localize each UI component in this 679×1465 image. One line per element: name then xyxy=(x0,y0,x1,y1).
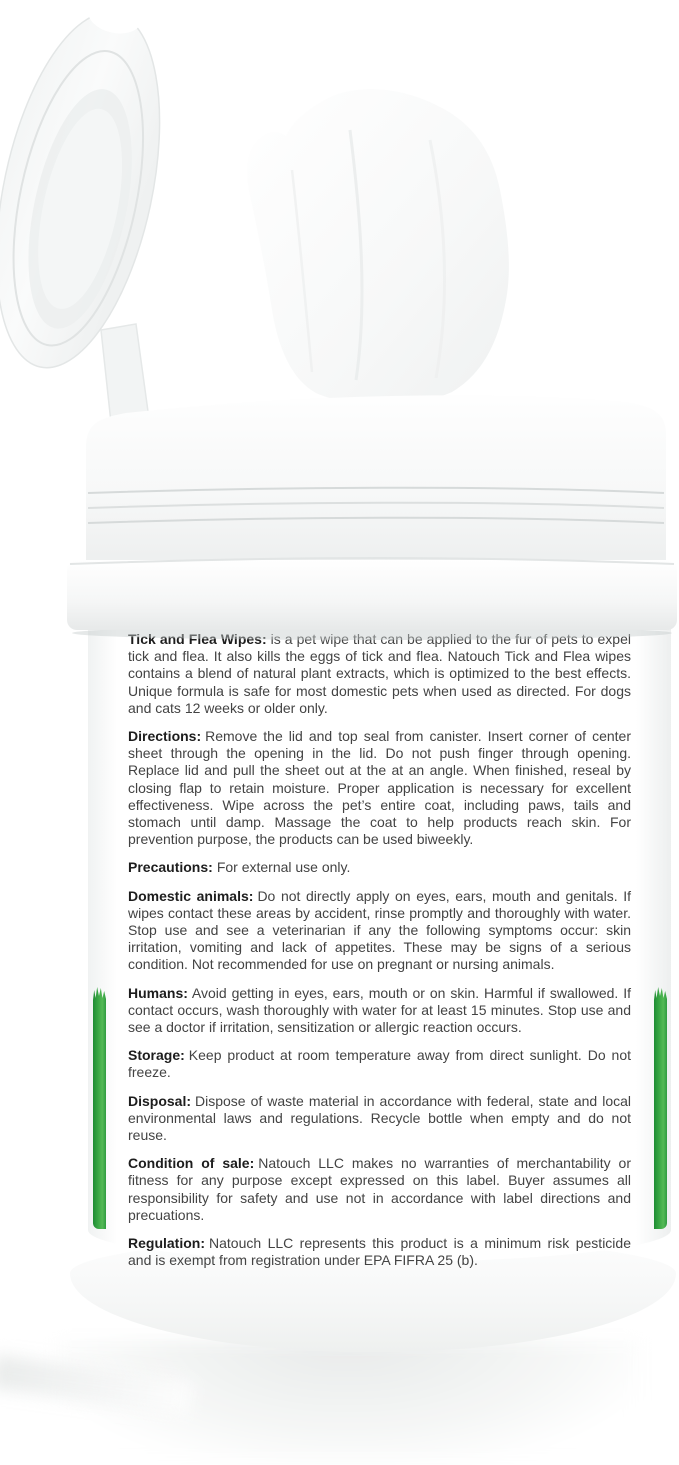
section-heading: Directions: xyxy=(128,728,202,745)
section-body: Do not directly apply on eyes, ears, mouth and genitals. If wipes contact these areas by accident, rinse promptly and thoroughly with water. Stop use and see a veterinarian if any the following symptoms occur: skin irritation, vomiting and lack of appetites. These may be signs of a serious condition. Not recommended for use on pregnant or nursing animals. xyxy=(128,887,632,973)
wipe-sheet-shape xyxy=(247,89,509,404)
flip-cap xyxy=(0,0,191,382)
section-body: Remove the lid and top seal from canister. Insert corner of center sheet through the opening in the lid. Do not push finger through opening. Replace lid and pull the sheet out at the at an angle. When finished, reseal by closing flap to retain moisture. Proper application is necessary for excellent effectiveness. Wipe across the pet’s entire coat, including paws, tails and stomach until damp. Massage the coat to help products reach skin. For prevention purpose, the products can be used biweekly. xyxy=(128,728,631,848)
section-heading: Storage: xyxy=(128,1047,185,1064)
section-body: For external use only. xyxy=(216,859,351,876)
section-heading: Disposal: xyxy=(128,1092,192,1109)
section-body: Avoid getting in eyes, ears, mouth or on skin. Harmful if swallowed. If contact occurs, wash thoroughly with water for at least 15 minutes. Stop use and see a doctor if irritation, sensitization or allergic reaction occurs. xyxy=(128,984,631,1036)
section-heading: Tick and Flea Wipes: xyxy=(128,631,267,647)
section-body: Dispose of waste material in accordance with federal, state and local environmental laws and regulations. Recycle bottle when empty and do not reuse. xyxy=(128,1092,631,1144)
section-body: Natouch LLC represents this product is a minimum risk pesticide and is exempt from registration under EPA FIFRA 25 (b). xyxy=(128,1235,631,1269)
wipe-sheet xyxy=(247,89,509,404)
section-heading: Domestic animals: xyxy=(128,887,254,904)
section-heading: Regulation: xyxy=(128,1235,205,1252)
section-heading: Humans: xyxy=(128,984,188,1001)
section-body: is a pet wipe that can be applied to the fur of pets to expel tick and flea. It also kills the eggs of tick and flea. Natouch Tick and Flea wipes contains a blend of natural plant extracts, which is optimized to the best effects. Unique formula is safe for most domestic pets when used as directed. For dogs and cats 12 weeks or older only. xyxy=(128,631,631,716)
section-body: Keep product at room temperature away from direct sunlight. Do not freeze. xyxy=(128,1047,631,1081)
section-heading: Condition of sale: xyxy=(128,1155,255,1172)
section-body: Natouch LLC makes no warranties of merchantability or fitness for any purpose except expressed on this label. Buyer assumes all responsibility for safety and use not in accordance with label directions and precuations. xyxy=(128,1155,631,1223)
lid-rim xyxy=(67,560,677,630)
lid xyxy=(86,395,666,572)
section-heading: Precautions: xyxy=(128,859,213,876)
